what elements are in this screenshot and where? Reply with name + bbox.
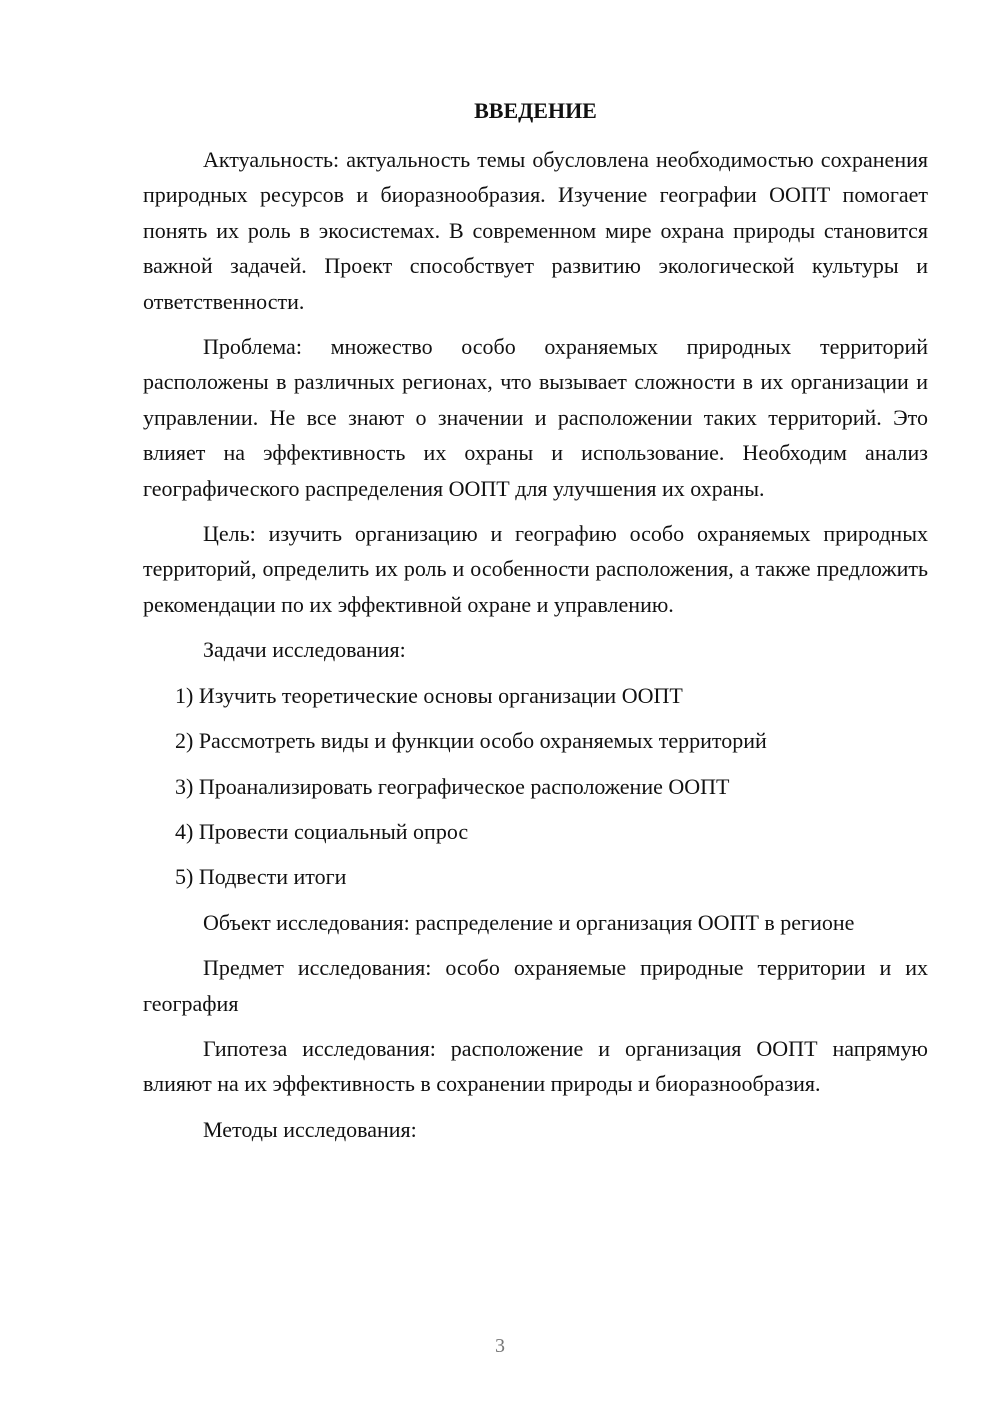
tasks-heading: Задачи исследования: bbox=[203, 637, 406, 663]
subject-paragraph: Предмет исследования: особо охраняемые природные территории и их география bbox=[143, 955, 928, 1016]
object-paragraph: Объект исследования: распределение и организация ООПТ в регионе bbox=[203, 909, 855, 935]
document-body bbox=[143, 142, 928, 1157]
task-item: 2) Рассмотреть виды и функции особо охраняемых территорий bbox=[175, 728, 767, 754]
section-heading: ВВЕДЕНИЕ bbox=[474, 98, 597, 123]
methods-heading: Методы исследования: bbox=[203, 1116, 417, 1142]
page-number: 3 bbox=[495, 1335, 505, 1357]
problem-paragraph: Проблема: множество особо охраняемых природных территорий расположены в различных регионах, что вызывает сложности в их организации и управлении. Не все знают о значении и расположении таких территорий. Это влияет на эффективность их охраны и использование. Необходим анализ географического распределения ООПТ для улучшения их охраны. bbox=[143, 334, 928, 501]
goal-paragraph: Цель: изучить организацию и географию особо охраняемых природных территорий, определить их роль и особенности расположения, а также предложить рекомендации по их эффективной охране и управлению. bbox=[143, 521, 928, 617]
tasks-list bbox=[143, 678, 928, 895]
relevance-paragraph: Актуальность: актуальность темы обусловлена необходимостью сохранения природных ресурсов и биоразнообразия. Изучение географии ООПТ помогает понять их роль в экосистемах. В современном мире охрана природы становится важной задачей. Проект способствует развитию экологической культуры и ответственности. bbox=[143, 147, 928, 314]
task-item: 5) Подвести итоги bbox=[175, 864, 347, 890]
task-item: 1) Изучить теоретические основы организации ООПТ bbox=[175, 682, 683, 708]
task-item: 3) Проанализировать географическое расположение ООПТ bbox=[175, 773, 730, 799]
hypothesis-paragraph: Гипотеза исследования: расположение и организация ООПТ напрямую влияют на их эффективность в сохранении природы и биоразнообразия. bbox=[143, 1035, 928, 1097]
task-item: 4) Провести социальный опрос bbox=[175, 818, 469, 844]
